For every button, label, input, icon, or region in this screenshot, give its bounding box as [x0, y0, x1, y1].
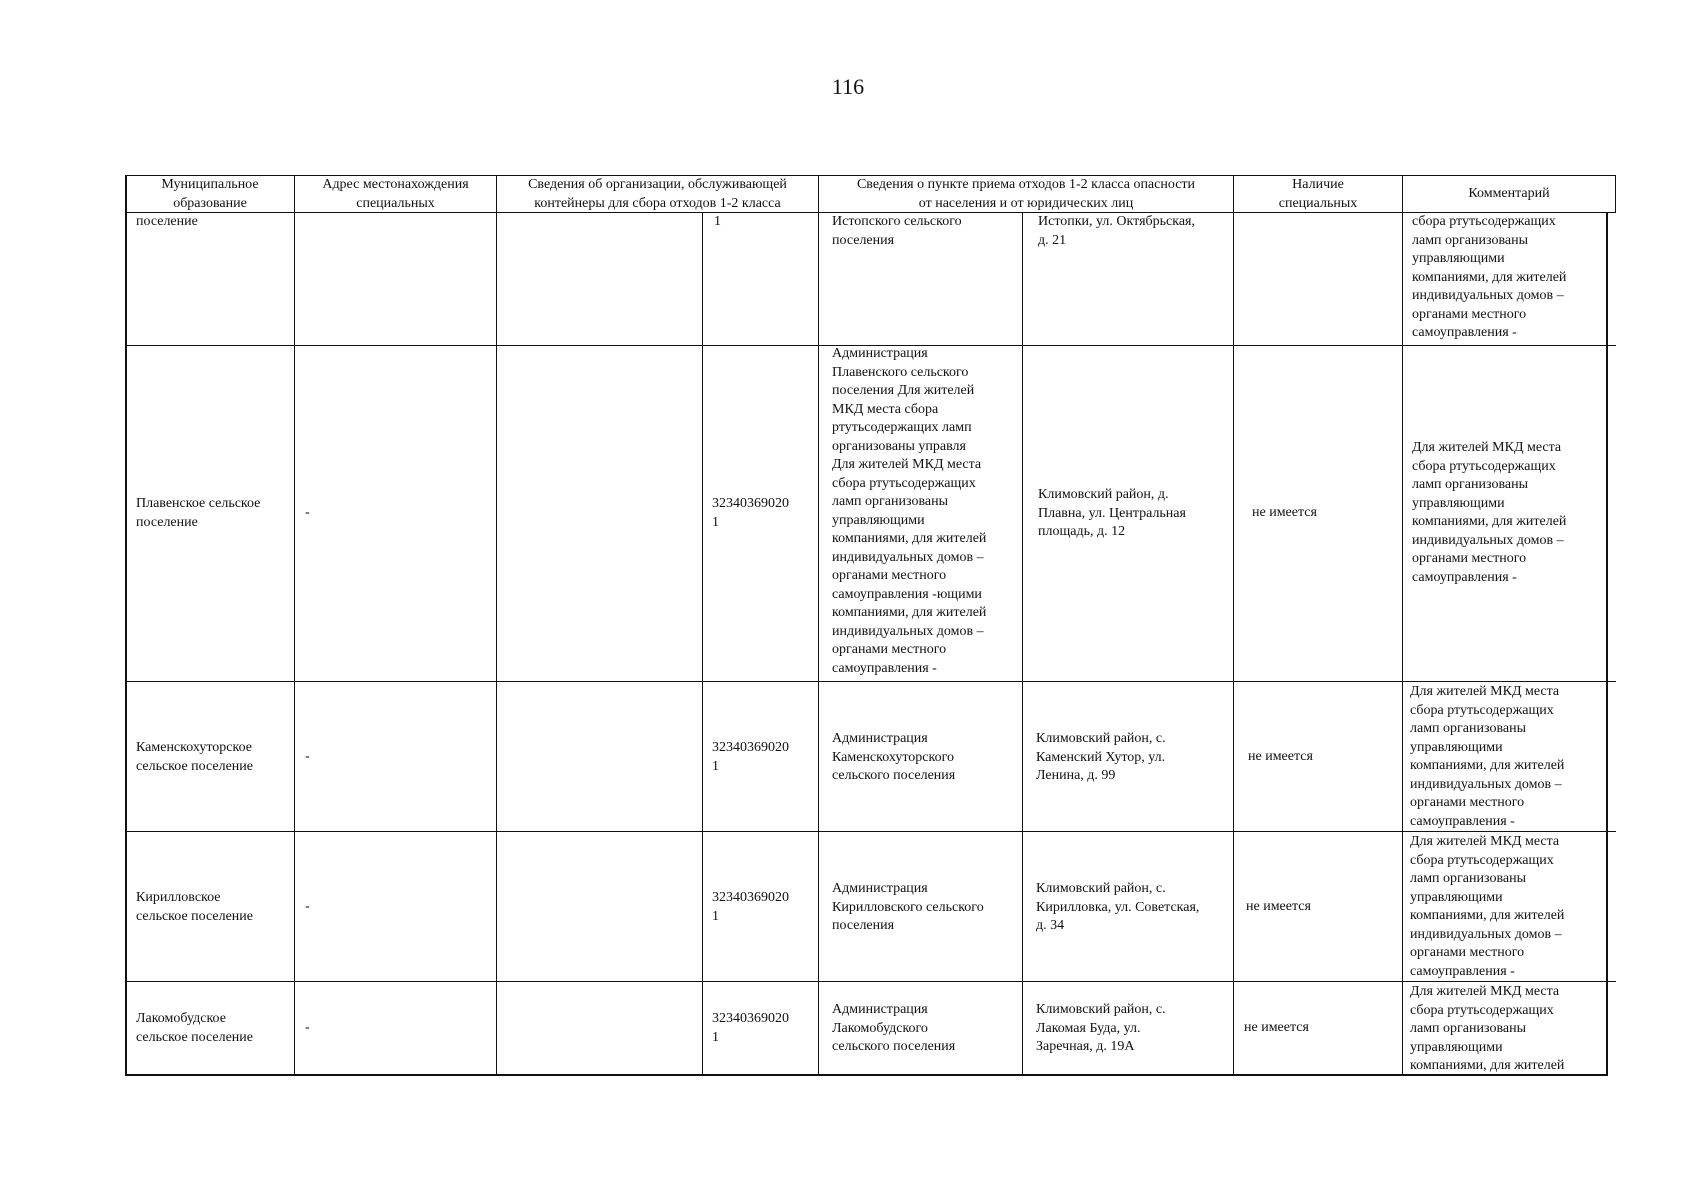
column-divider — [1402, 175, 1403, 1075]
cell-availability: не имеется — [1246, 899, 1311, 914]
column-divider — [818, 175, 819, 1075]
cell-point-address: Климовский район, д. Плавна, ул. Центральная площадь, д. 12 — [1038, 487, 1186, 539]
cell-point-name: Администрация Лакомобудского сельского поселения — [832, 1002, 956, 1054]
column-divider — [496, 175, 497, 1075]
cell-point-name: Администрация Каменскохуторского сельского поселения — [832, 731, 956, 783]
cell-point-address: Климовский район, с. Лакомая Буда, ул. Заречная, д. 19А — [1036, 1002, 1166, 1054]
cell-municipality: Каменскохуторское сельское поселение — [136, 740, 253, 774]
cell-point-address: Климовский район, с. Кирилловка, ул. Советская, д. 34 — [1036, 881, 1200, 933]
cell-address: - — [305, 1020, 310, 1035]
cell-address: - — [305, 749, 310, 764]
column-divider — [702, 212, 703, 1075]
table-bottom-border — [125, 1074, 1606, 1076]
header-municipality: Муниципальное образование — [161, 177, 259, 211]
cell-code: 32340369020 1 — [712, 740, 789, 774]
cell-comment: Для жителей МКД места сбора ртутьсодержащих ламп организованы управляющими компаниями, для жителей индивидуальных домов – органами местного самоуправления - — [1410, 684, 1565, 829]
row-divider — [125, 681, 1616, 682]
header-collection-point: Сведения о пункте приема отходов 1-2 класса опасности от населения и от юридических лиц — [856, 177, 1196, 211]
cell-municipality: Кирилловское сельское поселение — [136, 890, 253, 924]
column-divider — [294, 175, 295, 1075]
cell-point-name: Администрация Плавенского сельского поселения Для жителей МКД места сбора ртутьсодержащих ламп организованы управля Для жителей МКД места сбора ртутьсодержащих ламп организованы управляющими компаниями, для жителей индивидуальных домов – органами местного самоуправления -ющими компаниями, для жителей индивидуальных домов – органами местного самоуправления - — [832, 346, 987, 676]
cell-availability: не имеется — [1244, 1020, 1309, 1035]
cell-point-address: Климовский район, с. Каменский Хутор, ул. Ленина, д. 99 — [1036, 731, 1166, 783]
cell-comment: Для жителей МКД места сбора ртутьсодержащих ламп организованы управляющими компаниями, для жителей индивидуальных домов – органами местного самоуправления - — [1412, 440, 1567, 585]
cell-municipality: поселение — [136, 214, 198, 229]
header-address: Адрес местонахождения специальных — [322, 177, 469, 211]
header-organization: Сведения об организации, обслуживающей контейнеры для сбора отходов 1-2 класса — [528, 177, 787, 211]
cell-comment: сбора ртутьсодержащих ламп организованы управляющими компаниями, для жителей индивидуальных домов – органами местного самоуправления - — [1412, 214, 1567, 340]
cell-address: - — [305, 899, 310, 914]
column-divider — [1606, 212, 1608, 1076]
header-availability: Наличие специальных — [1278, 177, 1358, 211]
cell-code: 32340369020 1 — [712, 1011, 789, 1045]
page-number: 116 — [831, 74, 865, 99]
cell-code: 1 — [714, 214, 721, 229]
cell-point-name: Администрация Кирилловского сельского поселения — [832, 881, 984, 933]
column-divider — [125, 175, 127, 1076]
row-divider — [125, 831, 1616, 832]
cell-availability: не имеется — [1248, 749, 1313, 764]
row-divider — [125, 981, 1616, 982]
cell-point-name: Истопского сельского поселения — [832, 214, 962, 248]
cell-availability: не имеется — [1252, 505, 1317, 520]
cell-comment: Для жителей МКД места сбора ртутьсодержащих ламп организованы управляющими компаниями, для жителей индивидуальных домов – органами местного самоуправления - — [1410, 834, 1565, 979]
cell-municipality: Плавенское сельское поселение — [136, 496, 261, 530]
column-divider — [1233, 175, 1234, 1075]
cell-address: - — [305, 505, 310, 520]
header-comment: Комментарий — [1468, 186, 1550, 201]
cell-code: 32340369020 1 — [712, 496, 789, 530]
cell-comment: Для жителей МКД места сбора ртутьсодержащих ламп организованы управляющими компаниями, для жителей — [1410, 984, 1565, 1073]
column-divider — [1022, 212, 1023, 1075]
cell-municipality: Лакомобудское сельское поселение — [136, 1011, 253, 1045]
cell-code: 32340369020 1 — [712, 890, 789, 924]
cell-point-address: Истопки, ул. Октябрьская, д. 21 — [1038, 214, 1195, 248]
column-divider — [1615, 175, 1616, 212]
